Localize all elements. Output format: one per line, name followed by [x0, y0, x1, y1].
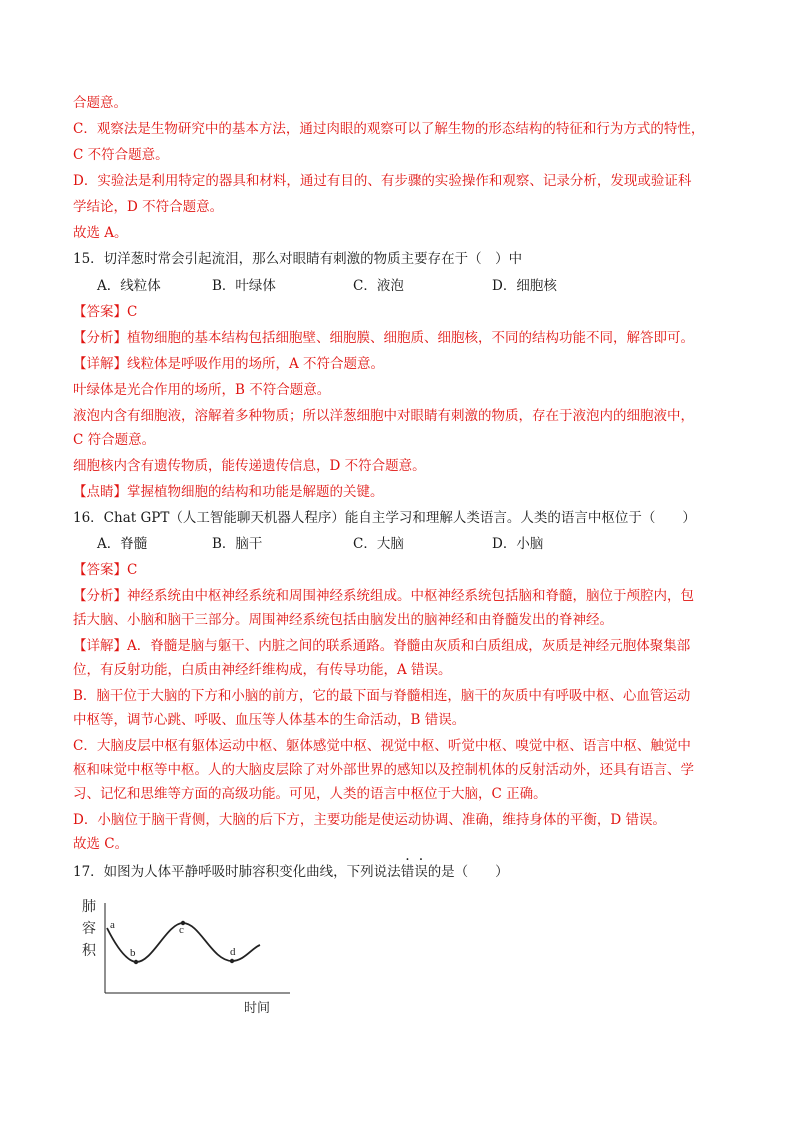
y-axis-label-char: 容 [82, 921, 96, 937]
point-b-label: b [130, 947, 136, 959]
q14-text-line: D．实验法是利用特定的器具和材料，通过有目的、有步骤的实验操作和观察、记录分析，发现或验证科 [73, 173, 692, 189]
point-d-dot [230, 959, 234, 963]
q17-emphasis-char: 错 [400, 864, 415, 880]
q16-option-d: D．小脑 [492, 536, 544, 552]
question-17-stem [73, 862, 509, 882]
q16-answer: 【答案】C [73, 562, 138, 578]
q15-answer: 【答案】C [73, 304, 138, 320]
y-axis-label-char: 积 [82, 943, 96, 959]
q16-detail-line: 故选 C。 [73, 836, 129, 852]
q16-detail-line: B．脑干位于大脑的下方和小脑的前方，它的最下面与脊髓相连，脑干的灰质中有呼吸中枢、心血管运动 [73, 688, 691, 704]
q14-text-line: C 不符合题意。 [73, 147, 169, 163]
question-15-stem: 15．切洋葱时常会引起流泪，那么对眼睛有刺激的物质主要存在于（ ）中 [73, 251, 523, 267]
q15-option-b: B．叶绿体 [212, 278, 276, 294]
q16-detail-line: 中枢等，调节心跳、呼吸、血压等人体基本的生命活动，B 错误。 [73, 712, 466, 728]
q15-option-a: A．线粒体 [97, 278, 161, 294]
q16-option-b: B．脑干 [212, 536, 263, 552]
q15-detail-line: C 符合题意。 [73, 432, 156, 448]
q14-text-line: 合题意。 [73, 95, 127, 111]
q15-analysis: 【分析】植物细胞的基本结构包括细胞壁、细胞膜、细胞质、细胞核，不同的结构功能不同，解答即可。 [73, 330, 694, 346]
question-16-stem: 16．Chat GPT（人工智能聊天机器人程序）能自主学习和理解人类语言。人类的语言中枢位于（ ） [73, 510, 696, 526]
q17-stem-after: 的是（ ） [427, 864, 509, 880]
q14-text-line: 学结论，D 不符合题意。 [73, 199, 224, 215]
q16-detail-line: C．大脑皮层中枢有躯体运动中枢、躯体感觉中枢、视觉中枢、听觉中枢、嗅觉中枢、语言中枢、触觉中 [73, 738, 691, 754]
q15-detail-line: 细胞核内含有遗传物质，能传递遗传信息，D 不符合题意。 [73, 458, 426, 474]
q16-option-c: C．大脑 [353, 536, 404, 552]
q16-detail-line: 枢和味觉中枢等中枢。人的大脑皮层除了对外部世界的感知以及控制机体的反射活动外，还具有语言、学 [73, 762, 694, 778]
q15-tip: 【点睛】掌握植物细胞的结构和功能是解题的关键。 [73, 484, 384, 500]
q15-detail-line: 【详解】线粒体是呼吸作用的场所，A 不符合题意。 [73, 356, 385, 372]
point-c-label: c [179, 924, 184, 936]
y-axis-label-char: 肺 [82, 899, 96, 915]
q17-stem-before: 17．如图为人体平静呼吸时肺容积变化曲线，下列说法 [73, 864, 401, 880]
lung-volume-graph [72, 893, 302, 1018]
q15-option-c: C．液泡 [353, 278, 404, 294]
q16-detail-line: D．小脑位于脑干背侧，大脑的后下方，主要功能是使运动协调、准确，维持身体的平衡，D 错误。 [73, 812, 666, 828]
q16-detail-line: 习、记忆和思维等方面的高级功能。可见，人类的语言中枢位于大脑，C 正确。 [73, 786, 547, 802]
q16-option-a: A．脊髓 [97, 536, 148, 552]
point-a-label: a [110, 919, 115, 931]
q17-emphasis-char: 误 [414, 864, 428, 880]
q16-detail-line: 【详解】A．脊髓是脑与躯干、内脏之间的联系通路。脊髓由灰质和白质组成，灰质是神经元胞体聚集部 [73, 638, 691, 654]
x-axis-label: 时间 [244, 1001, 271, 1016]
q15-detail-line: 叶绿体是光合作用的场所，B 不符合题意。 [73, 382, 331, 398]
q14-text-line: C．观察法是生物研究中的基本方法，通过肉眼的观察可以了解生物的形态结构的特征和行为方式的特性， [73, 121, 705, 137]
q14-text-line: 故选 A。 [73, 225, 128, 241]
q16-detail-line: 位，有反射功能，白质由神经纤维构成，有传导功能，A 错误。 [73, 662, 452, 678]
q16-analysis-line: 括大脑、小脑和脑干三部分。周围神经系统包括由脑发出的脑神经和由脊髓发出的脊神经。 [73, 612, 613, 628]
point-b-dot [134, 960, 138, 964]
point-d-label: d [230, 946, 236, 958]
q15-option-d: D．细胞核 [492, 278, 557, 294]
q16-analysis-line: 【分析】神经系统由中枢神经系统和周围神经系统组成。中枢神经系统包括脑和脊髓，脑位于颅腔内，包 [73, 588, 694, 604]
q15-detail-line: 液泡内含有细胞液，溶解着多种物质；所以洋葱细胞中对眼睛有刺激的物质，存在于液泡内的细胞液中， [73, 408, 694, 424]
